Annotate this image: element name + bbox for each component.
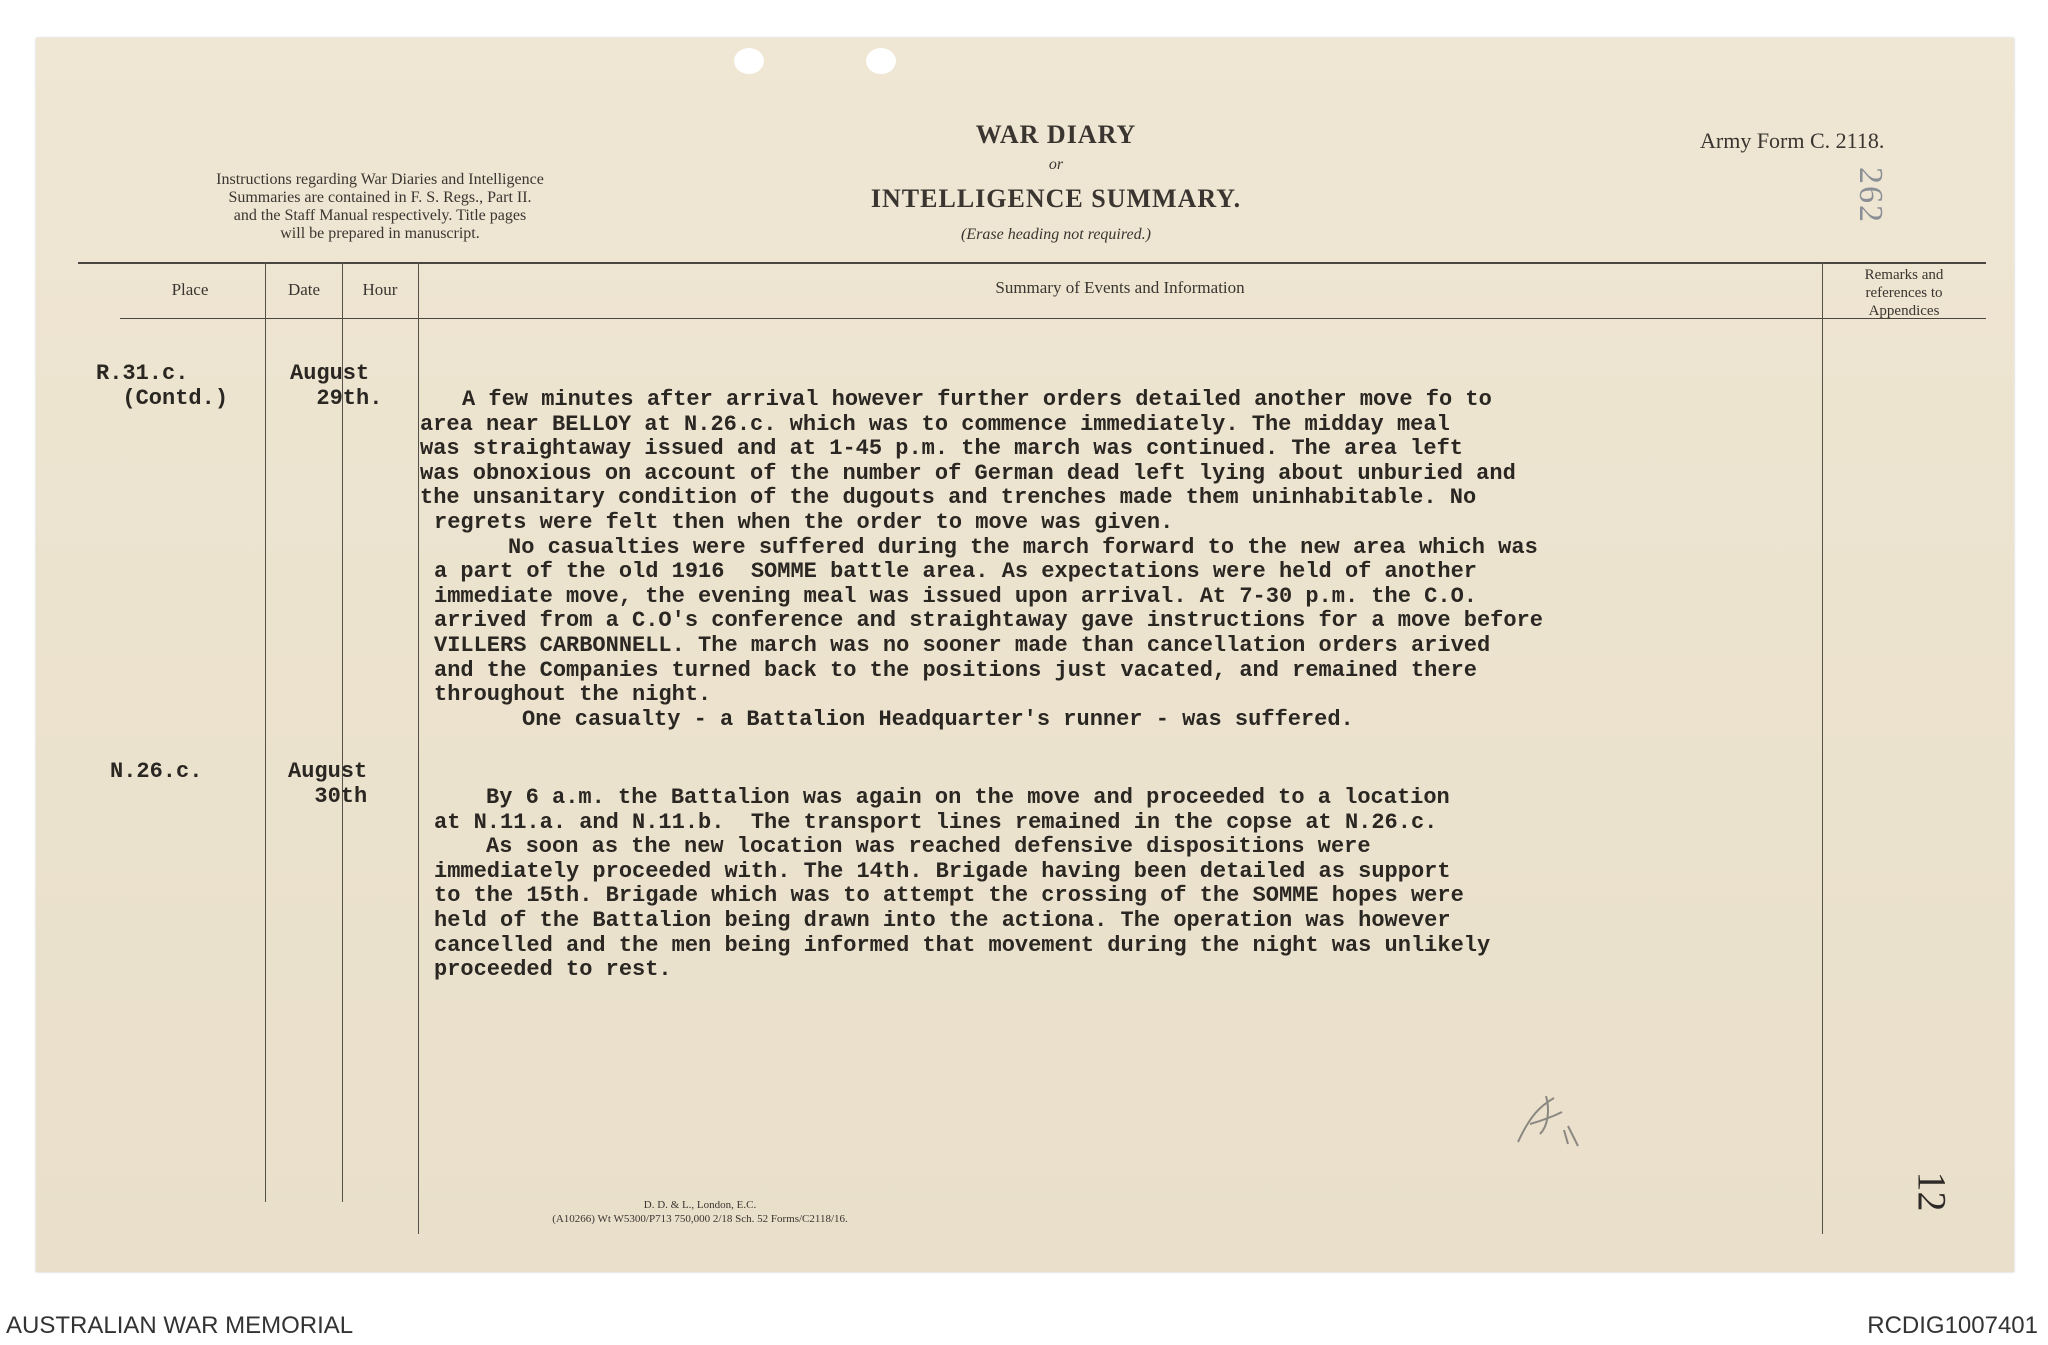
- text-line: held of the Battalion being drawn into the actiona. The operation was however: [434, 907, 1451, 933]
- text-line: arrived from a C.O's conference and straightaway gave instructions for a move before: [434, 608, 1543, 634]
- punch-hole: [734, 48, 764, 74]
- title-intelligence-summary: INTELLIGENCE SUMMARY.: [870, 184, 1242, 213]
- margin-number: 12: [1909, 1171, 1955, 1212]
- column-header-summary: Summary of Events and Information: [995, 278, 1245, 297]
- remarks-line: Appendices: [1868, 303, 1940, 319]
- text-line: proceeded to rest.: [434, 957, 672, 983]
- entry-place: [96, 362, 228, 411]
- text-line: and the Companies turned back to the positions just vacated, and remained there: [434, 657, 1477, 683]
- printer-line: D. D. & L., London, E.C.: [643, 1199, 757, 1211]
- column-header-place: Place: [171, 280, 209, 299]
- text-line: A few minutes after arrival however further orders detailed another move fo to: [462, 387, 1492, 412]
- entry-date: [288, 760, 367, 809]
- title-or: or: [1048, 156, 1064, 173]
- date-line: August: [288, 759, 368, 784]
- printer-imprint: [440, 1198, 960, 1226]
- text-line: at N.11.a. and N.11.b. The transport lines remained in the copse at N.26.c.: [434, 809, 1438, 835]
- column-header-date: Date: [287, 280, 321, 299]
- army-form-number: Army Form C. 2118.: [1700, 128, 1885, 153]
- table-header-rule: [120, 318, 1986, 319]
- text-line: throughout the night.: [434, 682, 712, 708]
- archive-id: RCDIG1007401: [1867, 1312, 2038, 1339]
- text-line: VILLERS CARBONNELL. The march was no sooner made than cancellation orders arived: [434, 632, 1491, 658]
- text-line: As soon as the new location was reached defensive dispositions were: [486, 834, 1371, 860]
- instructions-line: and the Staff Manual respectively. Title pages: [233, 207, 527, 224]
- text-line: immediately proceeded with. The 14th. Brigade having been detailed as support: [434, 858, 1451, 884]
- entry-text: [434, 786, 1490, 983]
- column-header-hour: Hour: [362, 280, 398, 299]
- title-war-diary: WAR DIARY: [975, 120, 1137, 149]
- instructions-line: will be prepared in manuscript.: [280, 225, 480, 242]
- instructions-note: [150, 171, 610, 243]
- punch-hole: [866, 48, 896, 74]
- table-top-rule: [78, 262, 1986, 264]
- page-stamp: 262: [1852, 167, 1889, 224]
- column-divider: [418, 262, 419, 1234]
- place-line: (Contd.): [122, 385, 229, 411]
- entry-date: [290, 362, 382, 411]
- date-line: 29th.: [316, 385, 383, 411]
- entry-text: [420, 388, 1543, 732]
- text-line: regrets were felt then when the order to move was given.: [434, 509, 1174, 535]
- column-divider: [1822, 262, 1823, 1234]
- text-line: cancelled and the men being informed that movement during the night was unlikely: [434, 932, 1491, 958]
- text-line: a part of the old 1916 SOMME battle area. As expectations were held of another: [434, 559, 1477, 585]
- instructions-line: Summaries are contained in F. S. Regs., Part II.: [228, 189, 532, 206]
- column-header-remarks: [1824, 266, 1984, 320]
- text-line: was obnoxious on account of the number of German dead left lying about unburied and: [420, 460, 1516, 486]
- printer-line: (A10266) Wt W5300/P713 750,000 2/18 Sch. 52 Forms/C2118/16.: [552, 1213, 848, 1225]
- text-line: immediate move, the evening meal was issued upon arrival. At 7-30 p.m. the C.O.: [434, 583, 1477, 609]
- erase-note: (Erase heading not required.): [961, 226, 1151, 243]
- text-line: the unsanitary condition of the dugouts and trenches made them uninhabitable. No: [420, 485, 1477, 511]
- date-line: 30th: [314, 783, 368, 809]
- place-line: R.31.c.: [96, 361, 189, 386]
- text-line: to the 15th. Brigade which was to attempt the crossing of the SOMME hopes were: [434, 883, 1464, 909]
- text-line: One casualty - a Battalion Headquarter's runner - was suffered.: [522, 706, 1354, 732]
- archive-label: AUSTRALIAN WAR MEMORIAL: [6, 1312, 354, 1339]
- text-line: area near BELLOY at N.26.c. which was to commence immediately. The midday meal: [420, 411, 1450, 437]
- column-divider: [265, 262, 266, 1202]
- pencil-initials-icon: [1510, 1086, 1590, 1156]
- text-line: By 6 a.m. the Battalion was again on the move and proceeded to a location: [486, 785, 1450, 810]
- text-line: was straightaway issued and at 1-45 p.m. the march was continued. The area left: [420, 436, 1463, 462]
- remarks-line: references to: [1865, 285, 1943, 301]
- remarks-line: Remarks and: [1864, 267, 1944, 283]
- instructions-line: Instructions regarding War Diaries and Intelligence: [216, 171, 544, 188]
- entry-place: N.26.c.: [110, 759, 203, 784]
- text-line: No casualties were suffered during the march forward to the new area which was: [508, 534, 1538, 560]
- date-line: August: [290, 361, 370, 386]
